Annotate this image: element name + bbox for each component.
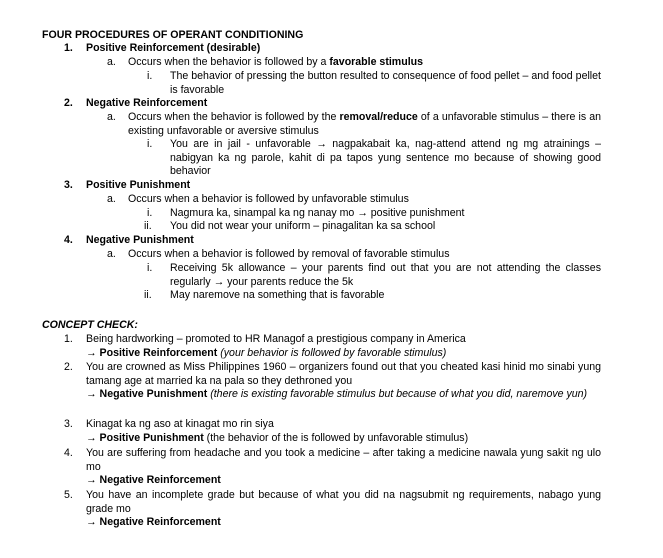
- question-number: 2.: [64, 361, 73, 373]
- sub-marker: a.: [107, 248, 116, 260]
- procedure-number: 1.: [64, 42, 73, 54]
- procedure-definition: Occurs when a behavior is followed by unfavorable stimulus: [128, 193, 409, 205]
- question-number: 5.: [64, 489, 73, 501]
- example-marker: i.: [147, 70, 153, 82]
- procedure-heading: Negative Punishment: [86, 234, 194, 246]
- example-text: The behavior of pressing the button resulted to consequence of food pellet – and food pellet is favorable: [170, 70, 601, 96]
- procedure-heading: Positive Reinforcement (desirable): [86, 42, 261, 54]
- sub-marker: a.: [107, 193, 116, 205]
- question-number: 4.: [64, 447, 73, 459]
- question-number: 1.: [64, 333, 73, 345]
- question-text: Kinagat ka ng aso at kinagat mo rin siya: [86, 418, 274, 430]
- procedure-definition: Occurs when the behavior is followed by the removal/reduce of a unfavorable stimulus – there is an existing unfavorable or aversive stimulus: [128, 111, 601, 137]
- procedure-heading: Negative Reinforcement: [86, 97, 208, 109]
- example-marker: i.: [147, 138, 153, 150]
- procedure-number: 4.: [64, 234, 73, 246]
- question-text: Being hardworking – promoted to HR Managof a prestigious company in America: [86, 333, 466, 345]
- answer-line: → Positive Reinforcement (your behavior is followed by favorable stimulus): [86, 347, 447, 359]
- example-marker: ii.: [144, 220, 152, 232]
- example-text: Receiving 5k allowance – your parents find out that you are not attending the classes regularly → your parents reduce the 5k: [170, 262, 601, 288]
- example-text: May naremove na something that is favorable: [170, 289, 385, 301]
- procedure-number: 2.: [64, 97, 73, 109]
- question-text: You have an incomplete grade but because of what you did na nagsubmit ng requirements, nabago yung grade mo: [86, 489, 601, 515]
- sub-marker: a.: [107, 56, 116, 68]
- answer-line: → Negative Punishment (there is existing favorable stimulus but because of what you did, naremove yun): [86, 388, 588, 400]
- answer-line: → Positive Punishment (the behavior of the is followed by unfavorable stimulus): [86, 432, 469, 444]
- example-marker: ii.: [144, 289, 152, 301]
- sub-marker: a.: [107, 111, 116, 123]
- example-text: Nagmura ka, sinampal ka ng nanay mo → positive punishment: [170, 207, 465, 219]
- example-text: You did not wear your uniform – pinagalitan ka sa school: [170, 220, 436, 232]
- answer-line: → Negative Reinforcement: [86, 516, 221, 528]
- example-text: You are in jail - unfavorable → nagpakabait ka, nag-attend attend ng mg atrainings – nabigyan ka ng parole, kahit di pa tapos yung sentence mo because of showing good behavior: [170, 138, 601, 178]
- procedure-number: 3.: [64, 179, 73, 191]
- concept-check-heading: CONCEPT CHECK:: [42, 319, 138, 331]
- page-title: FOUR PROCEDURES OF OPERANT CONDITIONING: [42, 29, 304, 41]
- procedure-heading: Positive Punishment: [86, 179, 191, 191]
- example-marker: i.: [147, 262, 153, 274]
- question-number: 3.: [64, 418, 73, 430]
- question-text: You are suffering from headache and you took a medicine – after taking a medicine nawala yung sakit ng ulo mo: [86, 447, 601, 473]
- example-marker: i.: [147, 207, 153, 219]
- answer-line: → Negative Reinforcement: [86, 474, 221, 486]
- procedure-definition: Occurs when the behavior is followed by a favorable stimulus: [128, 56, 423, 68]
- question-text: You are crowned as Miss Philippines 1960 – organizers found out that you cheated kasi hinid mo sinabi yung tamang age at married ka na pala so they dethroned you: [86, 361, 601, 387]
- procedure-definition: Occurs when a behavior is followed by removal of favorable stimulus: [128, 248, 450, 260]
